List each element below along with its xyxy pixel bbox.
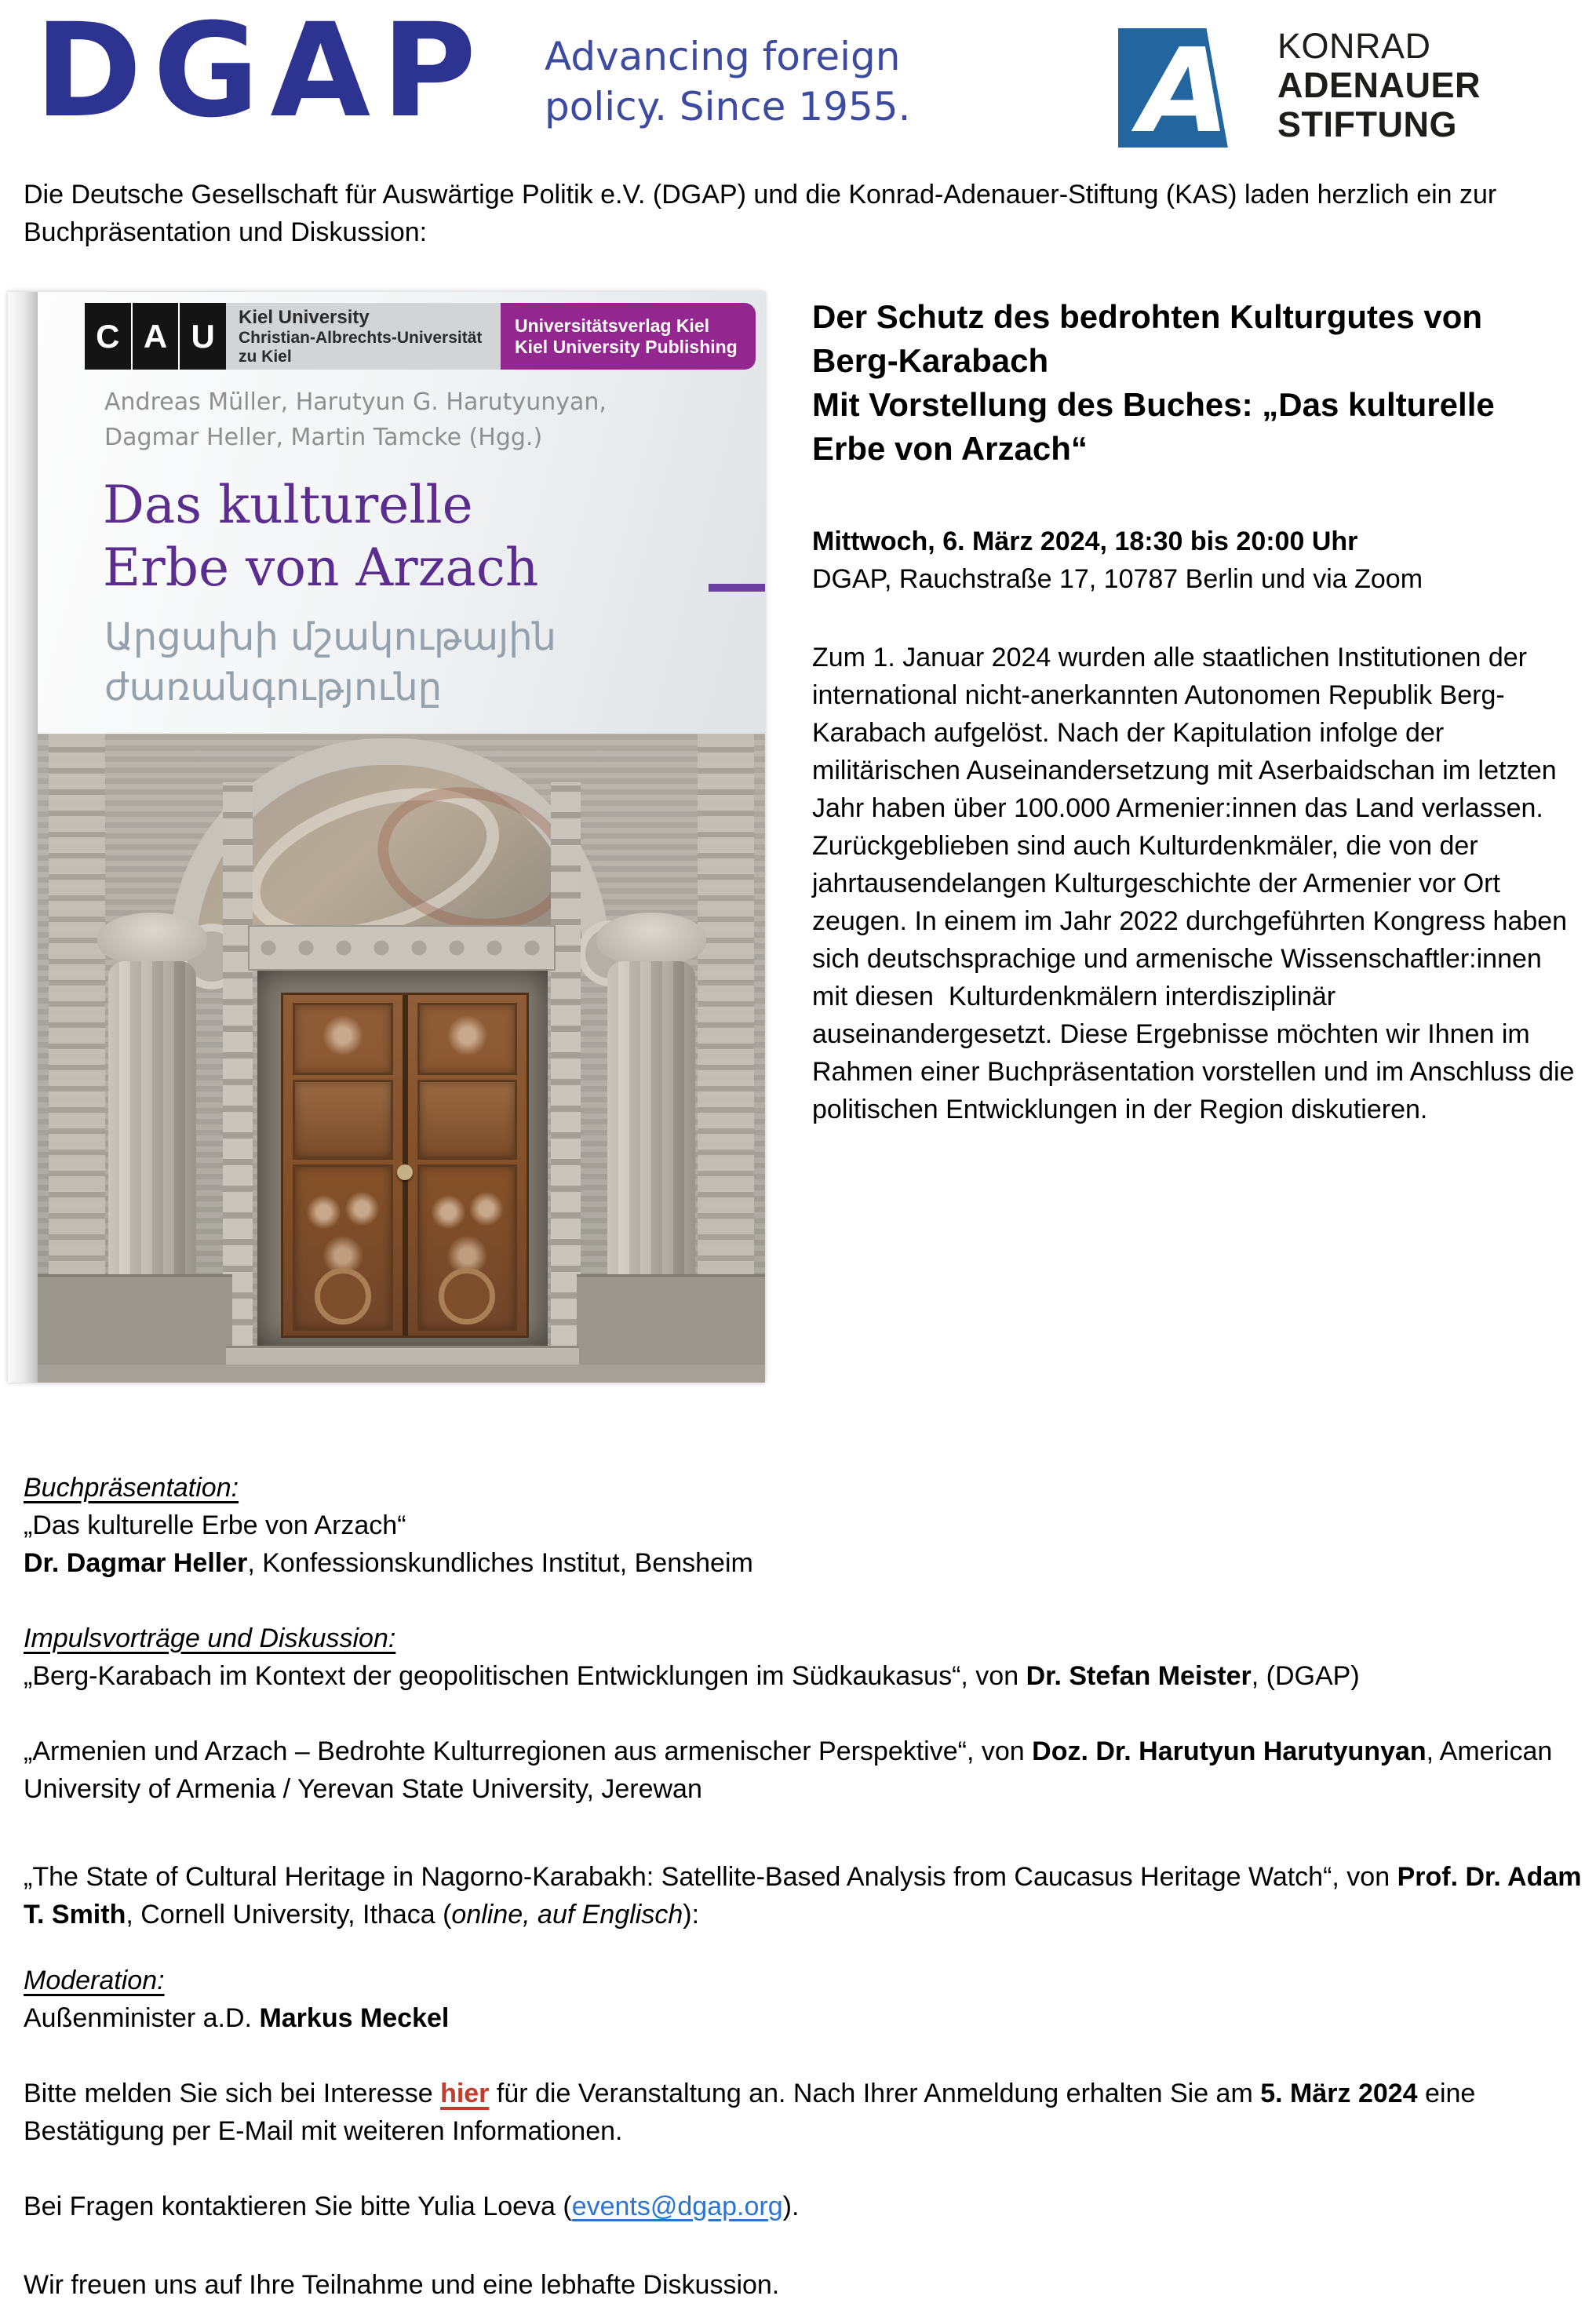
moderator-role: Außenminister a.D. <box>24 2003 260 2033</box>
portal-lintel <box>248 925 556 971</box>
event-title-part1: Der Schutz des bedrohten Kulturgutes von Berg-Karabach <box>812 298 1483 379</box>
publisher-line2: Kiel University Publishing <box>515 336 738 357</box>
armenian-line1: Արցախի մշակութային <box>104 615 556 659</box>
registration-post: eine Bestätigung per E-Mail mit weiteren Informationen. <box>24 2079 1476 2146</box>
door-rosette <box>439 1268 495 1325</box>
cau-letter-c: C <box>96 317 120 355</box>
door-panel <box>293 1080 393 1160</box>
spacer <box>24 2150 1587 2188</box>
portal-door <box>281 993 529 1338</box>
presentation-presenter <box>24 1544 1587 1582</box>
dgap-logo: DGAP <box>35 0 488 146</box>
cau-letter-a: A <box>131 303 179 370</box>
door-leaf-left <box>283 995 403 1336</box>
book-spine <box>8 292 38 1383</box>
section-heading-moderation: Moderation: <box>24 1966 165 1995</box>
intro-text: Die Deutsche Gesellschaft für Auswärtige Politik e.V. (DGAP) und die Konrad-Adenauer-Stiftung (KAS) laden herzlich ein zur Buchpräsentation und Diskussion: <box>24 180 1497 247</box>
door-step-lower <box>38 1365 765 1383</box>
talk-1-affiliation: , (DGAP) <box>1251 1661 1360 1691</box>
spacer <box>24 1808 1587 1858</box>
spacer <box>24 2225 1587 2266</box>
closing-line: Wir freuen uns auf Ihre Teilnahme und eine lebhafte Diskussion. <box>24 2270 780 2300</box>
authors-line1: Andreas Müller, Harutyun G. Harutyunyan, <box>104 388 607 416</box>
cau-letter-u: U <box>178 303 226 370</box>
contact-paragraph <box>24 2188 1587 2225</box>
event-title <box>812 295 1503 471</box>
talk-3-language-note: online, auf Englisch <box>451 1900 683 1929</box>
book-cover-photo <box>38 734 765 1383</box>
presenter-name: Dr. Dagmar Heller <box>24 1548 248 1578</box>
book-subtitle-armenian <box>104 612 556 712</box>
event-title-part2: Mit Vorstellung des Buches: „Das kulturelle Erbe von Arzach“ <box>812 386 1495 467</box>
university-line2: Christian-Albrechts-Universität zu Kiel <box>239 328 483 366</box>
talk-3-end: ): <box>683 1900 700 1929</box>
contact-post: ). <box>782 2192 800 2221</box>
moderator-line <box>24 1999 1587 2037</box>
talk-3-affiliation: , Cornell University, Ithaca ( <box>126 1900 452 1929</box>
column-capital-left <box>97 913 207 964</box>
presenter-affiliation: , Konfessionskundliches Institut, Bensheim <box>247 1548 753 1578</box>
talk-2-title: „Armenien und Arzach – Bedrohte Kulturregionen aus armenischer Perspektive“, von <box>24 1736 1033 1766</box>
kas-text-line2: ADENAUER <box>1277 65 1481 105</box>
spacer <box>24 2037 1587 2075</box>
door-panel <box>417 1003 518 1075</box>
publisher-banner <box>501 303 756 370</box>
talk-3-title: „The State of Cultural Heritage in Nagorno-Karabakh: Satellite-Based Analysis from Caucasus Heritage Watch“, von <box>24 1862 1397 1892</box>
register-link[interactable]: hier <box>440 2079 490 2108</box>
contact-email-link[interactable]: events@dgap.org <box>571 2192 783 2221</box>
door-rosette <box>315 1268 371 1325</box>
section-heading-presentation: Buchpräsentation: <box>24 1473 239 1503</box>
registration-deadline: 5. März 2024 <box>1260 2079 1418 2108</box>
talk-2 <box>24 1733 1587 1808</box>
door-panel <box>417 1080 518 1160</box>
door-jamb-right <box>551 782 581 1346</box>
moderator-name: Markus Meckel <box>259 2003 450 2033</box>
contact-pre: Bei Fragen kontaktieren Sie bitte Yulia Loeva ( <box>24 2192 572 2221</box>
book-title-line1: Das kulturelle <box>103 475 473 535</box>
book-title <box>103 474 538 599</box>
book-title-line2: Erbe von Arzach <box>103 537 539 598</box>
registration-pre: Bitte melden Sie sich bei Interesse <box>24 2079 441 2108</box>
university-name <box>226 303 501 370</box>
talk-1 <box>24 1657 1587 1695</box>
spacer <box>24 1582 1587 1620</box>
program-sections <box>24 1469 1587 2303</box>
talk-1-title: „Berg-Karabach im Kontext der geopolitischen Entwicklungen im Südkaukasus“, von <box>24 1661 1026 1691</box>
talk-2-affiliation: , American University of Armenia / Yerevan State University, Jerewan <box>24 1736 1553 1804</box>
event-datetime: Mittwoch, 6. März 2024, 18:30 bis 20:00 Uhr <box>812 527 1358 556</box>
cover-accent-dash <box>709 584 765 592</box>
registration-paragraph <box>24 2075 1587 2150</box>
kas-logo-text <box>1277 27 1481 144</box>
event-location: DGAP, Rauchstraße 17, 10787 Berlin und via Zoom <box>812 564 1423 594</box>
event-details <box>812 295 1585 1128</box>
book-cover-top <box>38 292 765 734</box>
section-heading-talks: Impulsvorträge und Diskussion: <box>24 1623 396 1653</box>
door-jamb-left <box>223 782 253 1346</box>
door-leaf-right <box>403 995 527 1336</box>
kas-text-line3: STIFTUNG <box>1277 104 1457 144</box>
book-authors <box>104 384 607 455</box>
event-description: Zum 1. Januar 2024 wurden alle staatlichen Institutionen der international nicht-anerkannten Autonomen Republik Berg-Karabach aufgelöst. Nach der Kapitulation infolge der militärischen Auseinandersetzung mit Aserbaidschan im letzten Jahr haben über 100.000 Armenier:innen das Land verlassen. Zurückgeblieben sind auch Kulturdenkmäler, die von der jahrtausendelangen Kulturgeschichte der Armenier vor Ort zeugen. In einem im Jahr 2022 durchgeführten Kongress haben sich deutschsprachige und armenische Wissenschaftler:innen mit diesen Kulturdenkmälern interdisziplinär auseinandergesetzt. Diese Ergebnisse möchten wir Ihnen im Rahmen einer Buchpräsentation vorstellen und im Anschluss die politischen Entwicklungen in der Region diskutieren. <box>812 643 1582 1124</box>
kas-text-line1: KONRAD <box>1277 26 1431 66</box>
university-line1: Kiel University <box>239 306 370 328</box>
talk-3-speaker: Prof. Dr. Adam T. Smith <box>24 1862 1582 1929</box>
column-capital-right <box>596 913 706 964</box>
door-panel <box>293 1003 393 1075</box>
publisher-line1: Universitätsverlag Kiel <box>515 315 710 336</box>
kas-logo-icon <box>1118 24 1242 159</box>
registration-mid: für die Veranstaltung an. Nach Ihrer Anmeldung erhalten Sie am <box>489 2079 1261 2108</box>
tagline-line1: Advancing foreign <box>545 34 901 79</box>
spacer <box>24 1933 1587 1962</box>
book-cover <box>8 292 765 1383</box>
talk-2-speaker: Doz. Dr. Harutyun Harutyunyan <box>1032 1736 1427 1766</box>
armenian-line2: ժառանգությունը <box>104 665 443 709</box>
book-cover-body <box>38 292 765 1383</box>
authors-line2: Dagmar Heller, Martin Tamcke (Hgg.) <box>104 424 543 451</box>
talk-3 <box>24 1858 1587 1933</box>
spacer <box>24 1695 1587 1733</box>
tagline-line2: policy. Since 1955. <box>545 84 911 129</box>
door-step-upper <box>226 1346 579 1367</box>
cau-logo <box>85 303 226 370</box>
talk-1-speaker: Dr. Stefan Meister <box>1026 1661 1252 1691</box>
dgap-tagline <box>545 31 910 132</box>
kas-logo-letter: A <box>1125 24 1242 159</box>
presentation-book-quote: „Das kulturelle Erbe von Arzach“ <box>24 1510 406 1540</box>
door-knob <box>397 1164 413 1180</box>
